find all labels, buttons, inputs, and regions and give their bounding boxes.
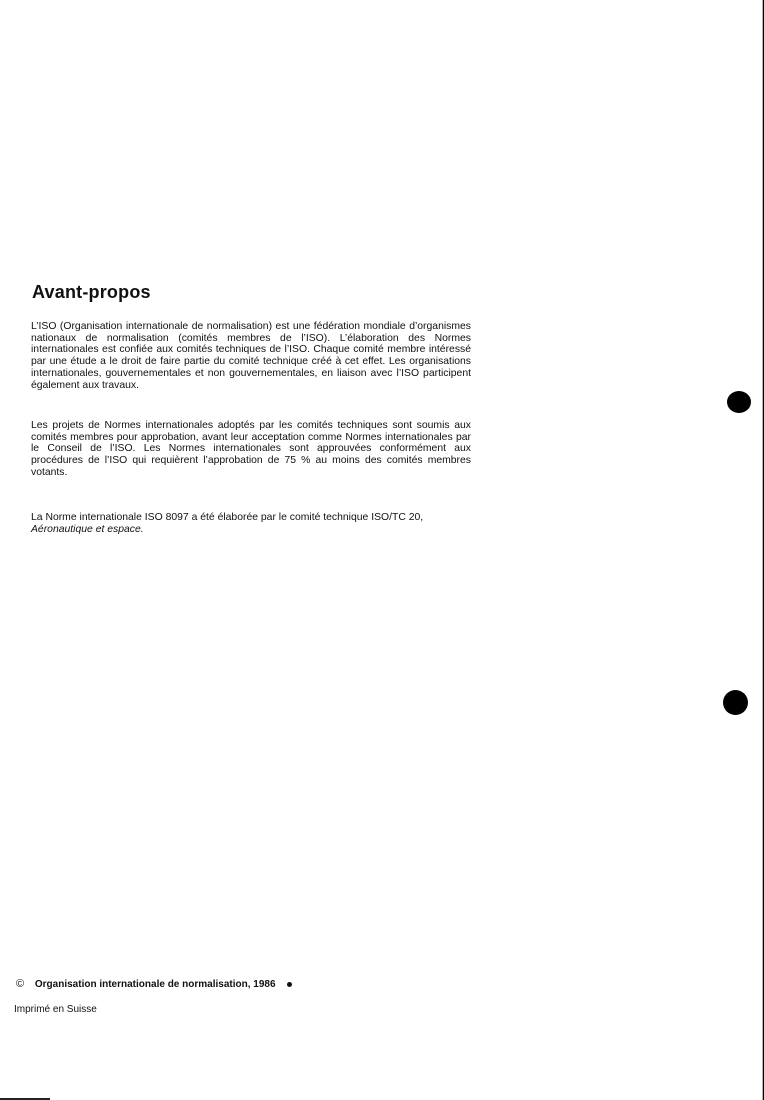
committee-name: Aéronautique et espace.: [31, 523, 144, 535]
standard-origin-text: La Norme internationale ISO 8097 a été élaborée par le comité technique ISO/TC 20,: [31, 512, 424, 523]
punch-hole-mark: [723, 690, 748, 715]
punch-hole-mark: [727, 391, 751, 413]
scan-edge-shadow: [753, 0, 764, 1100]
page-title: Avant-propos: [32, 282, 151, 302]
copyright-line: [16, 978, 292, 990]
printed-in-label: Imprimé en Suisse: [14, 1004, 97, 1015]
paragraph-approval-process: Les projets de Normes internationales adoptés par les comités techniques sont soumis aux comités membres pour approbation, avant leur acceptation comme Normes internationales par le Conseil de l’ISO. Les Normes internationales sont approuvées conformément aux procédures de l’ISO qui requièrent l’approbation de 75 % au moins des comités membres votants.: [31, 420, 471, 478]
copyright-text: Organisation internationale de normalisation, 1986: [34, 979, 276, 990]
paragraph-iso-description: L’ISO (Organisation internationale de normalisation) est une fédération mondiale d’organismes nationaux de normalisation (comités membres de l’ISO). L’élaboration des Normes internationales est confiée aux comités techniques de l’ISO. Chaque comité membre intéressé par une étude a le droit de faire partie du comité technique créé à cet effet. Les organisations internationales, gouvernementales et non gouvernementales, en liaison avec l’ISO participent également aux travaux.: [31, 321, 471, 391]
bullet-icon: [287, 982, 292, 987]
copyright-icon: ©: [16, 978, 25, 990]
paragraph-standard-origin: [31, 512, 471, 535]
